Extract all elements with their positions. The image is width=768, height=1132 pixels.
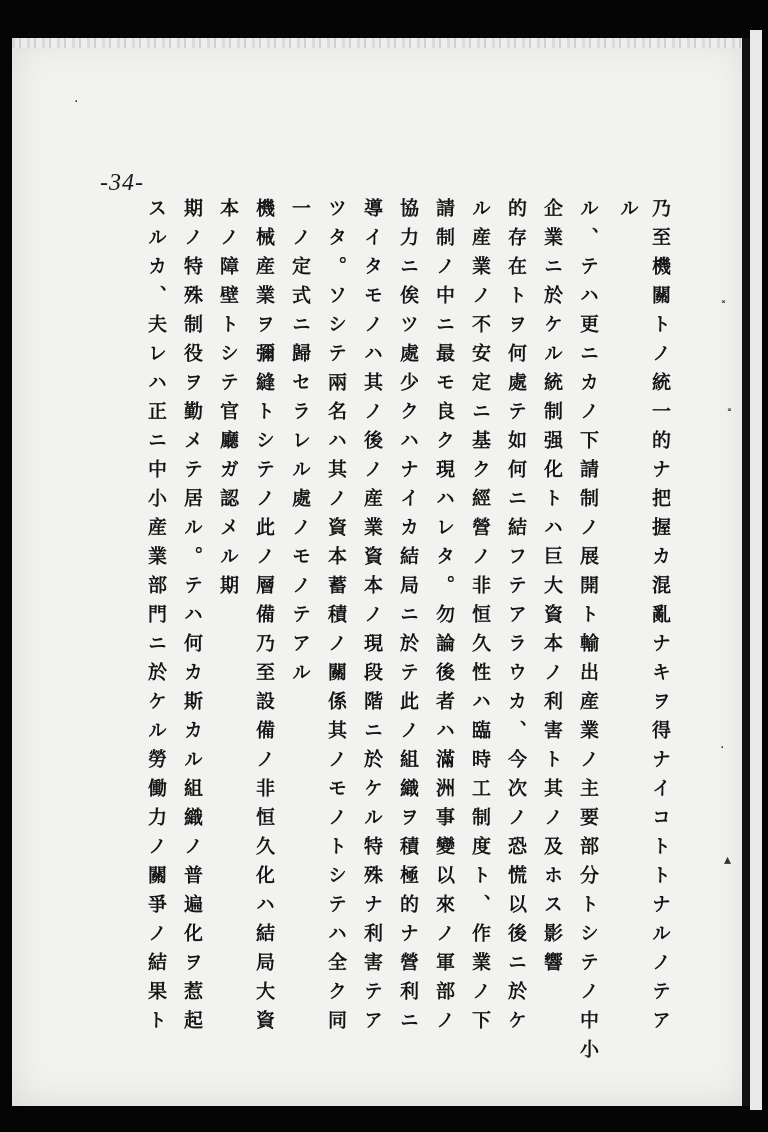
text-column-9: 導イタモノハ其ノ後ノ産業資本ノ現段階ニ於ケル特殊ナ利害テア — [361, 198, 383, 1039]
text-column-3: ル、テハ更ニカノ下請制ノ展開ト輸出産業ノ主要部分トシテノ中小 — [577, 198, 599, 1068]
text-column-1: 乃至機關トノ統一的ナ把握カ混亂ナキヲ得ナイコトトナルノテア — [649, 198, 671, 1039]
text-column-8: 協力ニ俟ツ處少クハナイカ結局ニ於テ此ノ組織ヲ積極的ナ營利ニ — [397, 198, 419, 1039]
text-column-11: 一ノ定式ニ歸セラレル處ノモノテアル — [289, 198, 311, 691]
text-column-5: 的存在トヲ何處テ如何ニ結フテアラウカ、今次ノ恐慌以後ニ於ケ — [505, 198, 527, 1039]
page-edge-shadow — [742, 38, 750, 1106]
text-column-4: 企業ニ於ケル統制强化トハ巨大資本ノ利害ト其ノ及ホス影響 — [541, 198, 563, 981]
page-number: -34- — [100, 170, 144, 196]
text-column-2: ル — [617, 198, 639, 227]
text-column-13: 本ノ障壁トシテ官廳ガ認メル期 — [217, 198, 239, 604]
text-column-12: 機械産業ヲ彌縫トシテノ此ノ層備乃至設備ノ非恒久化ハ結局大資 — [253, 198, 275, 1039]
scan-speck: · — [720, 740, 725, 756]
next-page-edge — [750, 30, 762, 1110]
scan-speck: ▴ — [724, 852, 732, 868]
text-column-15: スルカ、夫レハ正ニ中小産業部門ニ於ケル勞働力ノ關爭ノ結果ト — [145, 198, 167, 1039]
text-column-14: 期ノ特殊制役ヲ勤メテ居ル。テハ何カ斯カル組織ノ普遍化ヲ惹起 — [181, 198, 203, 1039]
scan-speck: · — [74, 94, 79, 110]
text-column-6: ル産業ノ不安定ニ基ク經營ノ非恒久性ハ臨時工制度ト、作業ノ下 — [469, 198, 491, 1039]
scan-speck: ˟ — [720, 300, 727, 316]
text-column-10: ツタ。ソシテ兩名ハ其ノ資本蓄積ノ關係其ノモノトシテハ全ク同 — [325, 198, 347, 1039]
text-column-7: 請制ノ中ニ最モ良ク現ハレタ。勿論後者ハ滿洲事變以來ノ軍部ノ — [433, 198, 455, 1039]
scan-speck: ˟ — [726, 408, 733, 424]
